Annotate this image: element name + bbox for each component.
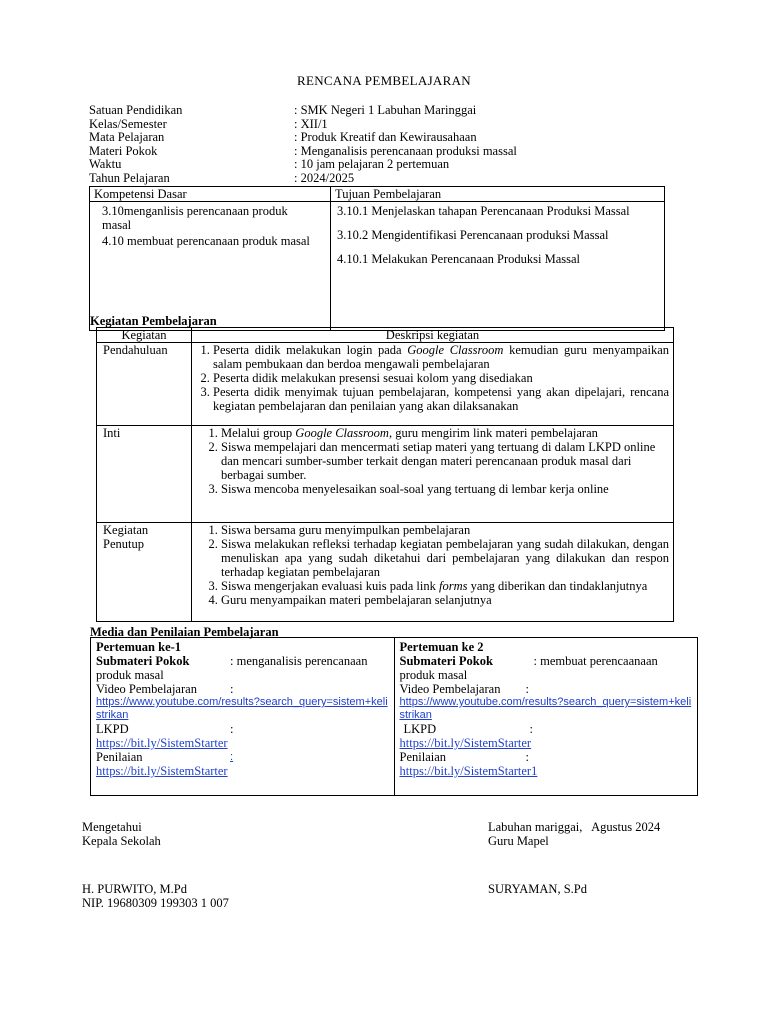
signature-left	[82, 820, 229, 910]
list-item: 3. Siswa mencoba menyelesaikan soal-soal yang tertuang di lembar kerja online	[221, 482, 669, 496]
list-item: 2. Peserta didik melakukan presensi sesuai kolom yang disediakan	[213, 371, 669, 385]
signature-line: Kepala Sekolah	[82, 834, 161, 848]
video-link[interactable]: https://www.youtube.com/results?search_query=sistem+kelistrikan	[96, 696, 388, 721]
submateri: Submateri Pokok : menganalisis perencanaan produk masal	[96, 654, 368, 682]
list-item: 2. Siswa mempelajari dan mencermati setiap materi yang tertuang di dalam LKPD online dan mencari sumber-sumber terkait dengan materi perencanaan produk masal dari berbagai sumber.	[221, 440, 669, 482]
penilaian-row: Penilaian :	[96, 750, 234, 764]
identity-value: : Produk Kreatif dan Kewirausahaan	[294, 130, 477, 144]
identity-label: Kelas/Semester	[89, 116, 167, 131]
signature-line: Guru Mapel	[488, 834, 549, 848]
list-item: 1. Peserta didik melakukan login pada Google Classroom kemudian guru menyampaikan salam pembukaan dan berdoa mengawali pembelajaran	[213, 343, 669, 371]
activity-description	[192, 426, 674, 523]
lkpd-link[interactable]: https://bit.ly/SistemStarter	[96, 736, 228, 750]
penilaian-link[interactable]: https://bit.ly/SistemStarter	[96, 764, 228, 778]
kd-header: Kompetensi Dasar	[90, 187, 331, 202]
identity-value: : XII/1	[294, 116, 328, 131]
activity-description	[192, 343, 674, 426]
activity-header: Kegiatan	[97, 328, 192, 343]
headmaster-name: H. PURWITO, M.Pd	[82, 882, 187, 896]
identity-value: : SMK Negeri 1 Labuhan Maringgai	[294, 103, 477, 117]
lkpd-row: LKPD :	[96, 722, 234, 736]
submateri: Submateri Pokok : membuat perencaanaan produk masal	[399, 654, 658, 682]
activity-label: Inti	[97, 426, 192, 523]
signature-right	[488, 820, 660, 896]
headmaster-nip: NIP. 19680309 199303 1 007	[82, 896, 229, 910]
identity-label: Tahun Pelajaran	[89, 170, 170, 185]
penilaian-link[interactable]: https://bit.ly/SistemStarter1	[399, 764, 538, 778]
meeting-2-cell	[394, 638, 698, 796]
kd-item: 3.10menganlisis perencanaan produk masal	[102, 204, 288, 232]
identity-row	[89, 171, 609, 185]
media-table	[90, 637, 698, 796]
tp-cell	[331, 202, 665, 331]
identity-value: : Menganalisis perencanaan produksi massal	[294, 143, 517, 158]
identity-label: Waktu	[89, 157, 122, 171]
teacher-name: SURYAMAN, S.Pd	[488, 882, 587, 896]
lkpd-link[interactable]: https://bit.ly/SistemStarter	[399, 736, 532, 750]
kd-cell	[90, 202, 331, 331]
activity-description	[192, 523, 674, 622]
list-item: 2. Siswa melakukan refleksi terhadap kegiatan pembelajaran yang sudah dilakukan, dengan menuliskan apa yang sudah diketahui dari pembelajaran yang dilakukan dan respon terhadap kegiatan pembelajaran	[221, 537, 669, 579]
identity-row	[89, 130, 609, 144]
signature-line: Labuhan mariggai, Agustus 2024	[488, 820, 661, 834]
tp-item: 3.10.2 Mengidentifikasi Perencanaan produksi Massal	[337, 228, 609, 242]
meeting-1-cell	[91, 638, 395, 796]
page-title: RENCANA PEMBELAJARAN	[297, 73, 471, 88]
competency-table	[89, 186, 665, 331]
identity-value: : 2024/2025	[294, 170, 355, 185]
identity-row	[89, 144, 609, 158]
activity-table	[96, 327, 674, 622]
tp-item: 4.10.1 Melakukan Perencanaan Produksi Massal	[337, 252, 580, 266]
section-title-kegiatan: Kegiatan Pembelajaran	[90, 314, 217, 328]
video-row: Video Pembelajaran :	[399, 682, 529, 696]
lkpd-row: LKPD :	[403, 722, 533, 736]
meeting-heading: Pertemuan ke 2	[399, 640, 484, 654]
video-link[interactable]: https://www.youtube.com/results?search_query=sistem+kelistrikan	[399, 696, 692, 721]
meeting-heading: Pertemuan ke-1	[96, 640, 182, 654]
description-header: Deskripsi kegiatan	[192, 328, 674, 343]
identity-label: Mata Pelajaran	[89, 130, 165, 144]
identity-label: Satuan Pendidikan	[89, 103, 183, 117]
kd-item: 4.10 membuat perencanaan produk masal	[102, 234, 310, 248]
video-row: Video Pembelajaran :	[96, 682, 234, 696]
identity-label: Materi Pokok	[89, 143, 158, 158]
activity-label: Kegiatan Penutup	[97, 523, 192, 622]
tp-item: 3.10.1 Menjelaskan tahapan Perencanaan Produksi Massal	[337, 204, 630, 218]
tp-header: Tujuan Pembelajaran	[331, 187, 665, 202]
list-item: 1. Siswa bersama guru menyimpulkan pembelajaran	[221, 523, 669, 537]
signature-line: Mengetahui	[82, 820, 142, 834]
list-item: 3. Peserta didik menyimak tujuan pembelajaran, kompetensi yang akan dipelajari, rencana kegiatan pembelajaran dan penilaian yang akan dilaksanakan	[213, 385, 669, 413]
identity-row	[89, 103, 609, 117]
activity-label: Pendahuluan	[97, 343, 192, 426]
identity-row	[89, 117, 609, 131]
identity-row	[89, 157, 609, 171]
penilaian-row: Penilaian :	[399, 750, 529, 764]
identity-value: : 10 jam pelajaran 2 pertemuan	[294, 157, 450, 171]
list-item: 1. Melalui group Google Classroom, guru mengirim link materi pembelajaran	[221, 426, 669, 440]
identity-block	[89, 103, 609, 184]
section-title-media: Media dan Penilaian Pembelajaran	[90, 625, 279, 639]
list-item: 4. Guru menyampaikan materi pembelajaran selanjutnya	[221, 593, 669, 607]
list-item: 3. Siswa mengerjakan evaluasi kuis pada link forms yang diberikan dan tindaklanjutnya	[221, 579, 669, 593]
